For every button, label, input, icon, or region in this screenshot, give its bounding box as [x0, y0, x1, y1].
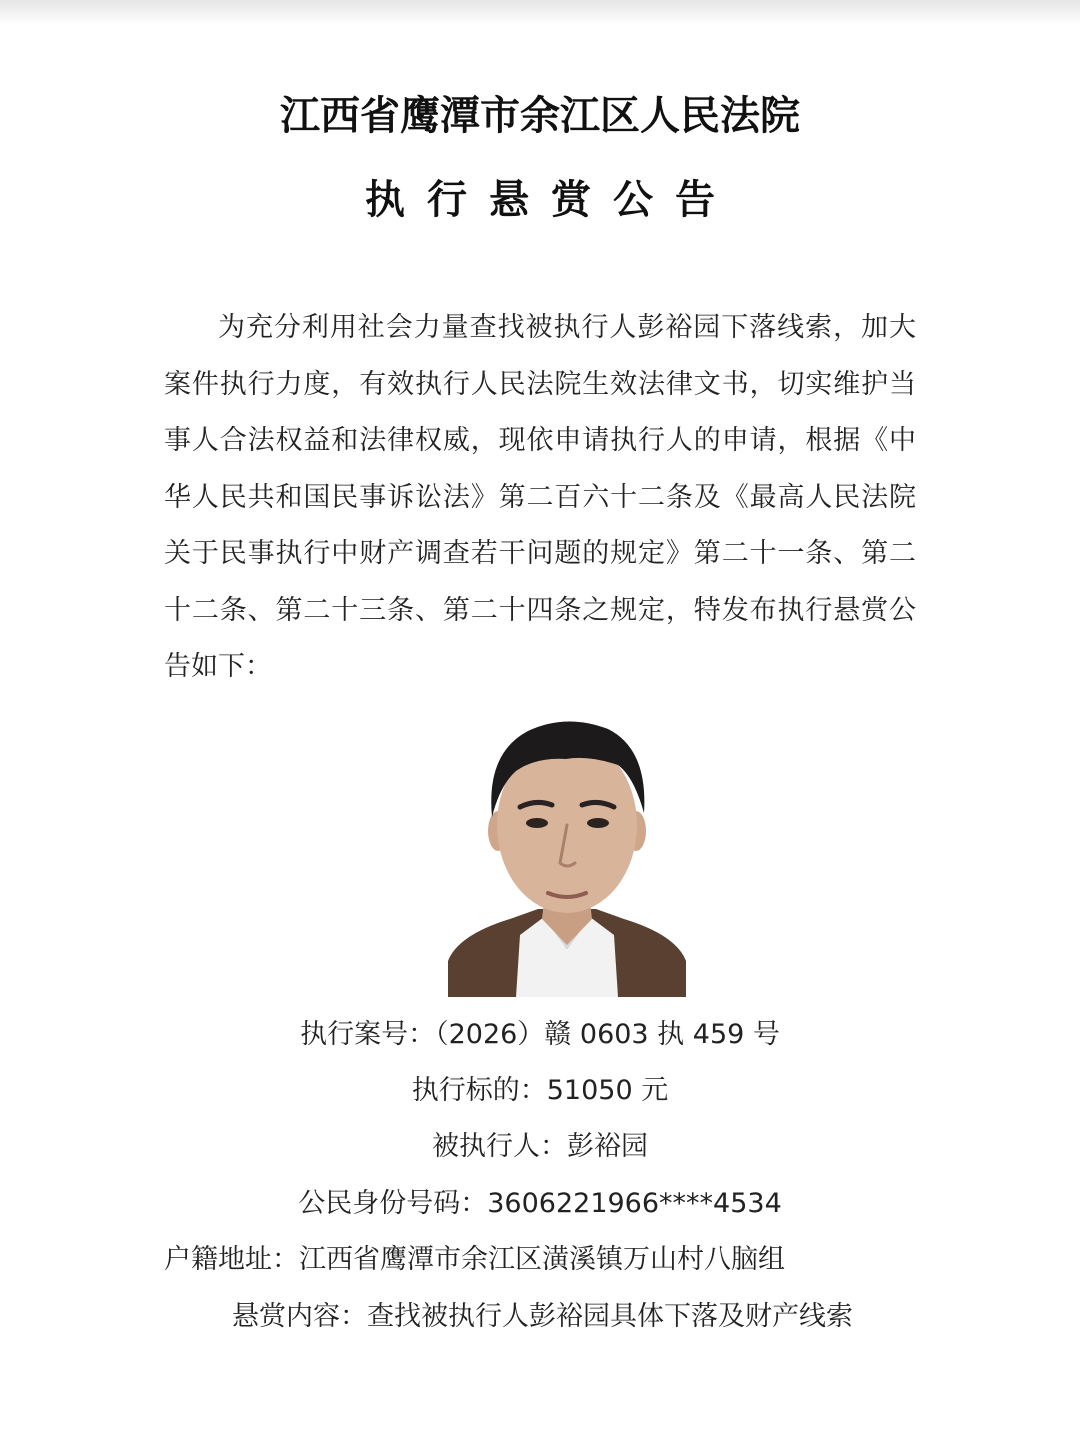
notice-title: 执行悬赏公告 — [365, 176, 737, 223]
notice-body: 为充分利用社会力量查找被执行人彭裕园下落线索，加大案件执行力度，有效执行人民法院生效法律文书，切实维护当事人合法权益和法律权威，现依申请执行人的申请，根据《中华人民共和国民事诉讼法》第二百六十二条及《最高人民法院关于民事执行中财产调查若干问题的规定》第二十一条、第二十二条、第二十三条、第二十四条之规定，特发布执行悬赏公告如下： — [164, 312, 916, 682]
execution-amount: 执行标的：51050 元 — [411, 1075, 669, 1106]
case-number: 执行案号：（2026）赣 0603 执 459 号 — [300, 1019, 780, 1050]
person-photo — [448, 713, 686, 997]
person-name: 被执行人：彭裕园 — [432, 1131, 648, 1162]
registered-address: 户籍地址：江西省鹰潭市余江区潢溪镇万山村八脑组 — [164, 1244, 785, 1275]
court-name: 江西省鹰潭市余江区人民法院 — [280, 92, 800, 139]
reward-content: 悬赏内容：查找被执行人彭裕园具体下落及财产线索 — [232, 1301, 853, 1332]
id-number: 公民身份号码：3606221966****4534 — [298, 1188, 782, 1219]
